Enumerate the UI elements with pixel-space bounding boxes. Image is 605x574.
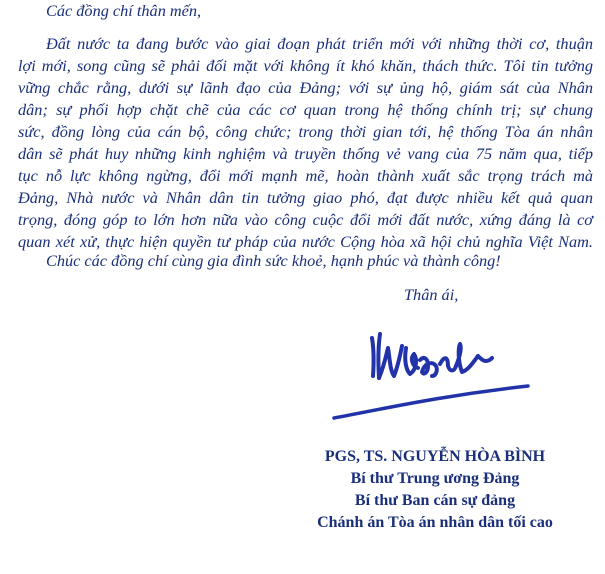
body-line: dân sẽ phát huy những kinh nghiệm và truyền thống vẻ vang của 75 năm qua, tiếp bbox=[18, 144, 593, 163]
body-line: lợi mới, song cũng sẽ phải đối mặt với không ít khó khăn, thách thức. Tôi tin tưởng bbox=[18, 56, 593, 75]
signatory-position: Bí thư Trung ương Đảng bbox=[350, 470, 520, 487]
body-line: tục nỗ lực không ngừng, đổi mới mạnh mẽ, hoàn thành xuất sắc trọng trách mà bbox=[18, 166, 593, 185]
body-line: trọng, đóng góp to lớn hơn nữa vào công cuộc đổi mới đất nước, xứng đáng là cơ bbox=[18, 210, 593, 229]
body-line: Đất nước ta đang bước vào giai đoạn phát triển mới với những thời cơ, thuận bbox=[46, 34, 593, 53]
wishes-line: Chúc các đồng chí cùng gia đình sức khoẻ, hạnh phúc và thành công! bbox=[46, 251, 501, 270]
signatory-name: PGS, TS. NGUYỄN HÒA BÌNH bbox=[324, 448, 546, 465]
body-line: quan xét xử, thực hiện quyền tư pháp của nước Cộng hòa xã hội chủ nghĩa Việt Nam. bbox=[18, 232, 593, 251]
signatory-position: Chánh án Tòa án nhân dân tối cao bbox=[317, 514, 553, 531]
body-line: Đảng, Nhà nước và Nhân dân tin tưởng giao phó, đạt được nhiều kết quả quan bbox=[18, 188, 593, 207]
handwritten-signature bbox=[328, 326, 538, 426]
body-line: vững chắc rằng, dưới sự lãnh đạo của Đảng; với sự ủng hộ, giám sát của Nhân bbox=[18, 78, 593, 97]
salutation: Các đồng chí thân mến, bbox=[46, 1, 202, 20]
body-line: dân; sự phối hợp chặt chẽ của các cơ quan trong hệ thống chính trị; sự chung bbox=[18, 100, 593, 119]
signatory-position: Bí thư Ban cán sự đảng bbox=[354, 492, 516, 509]
body-line: sức, đồng lòng của cán bộ, công chức; trong thời gian tới, hệ thống Tòa án nhân bbox=[18, 122, 593, 141]
closing-text: Thân ái, bbox=[404, 285, 459, 304]
